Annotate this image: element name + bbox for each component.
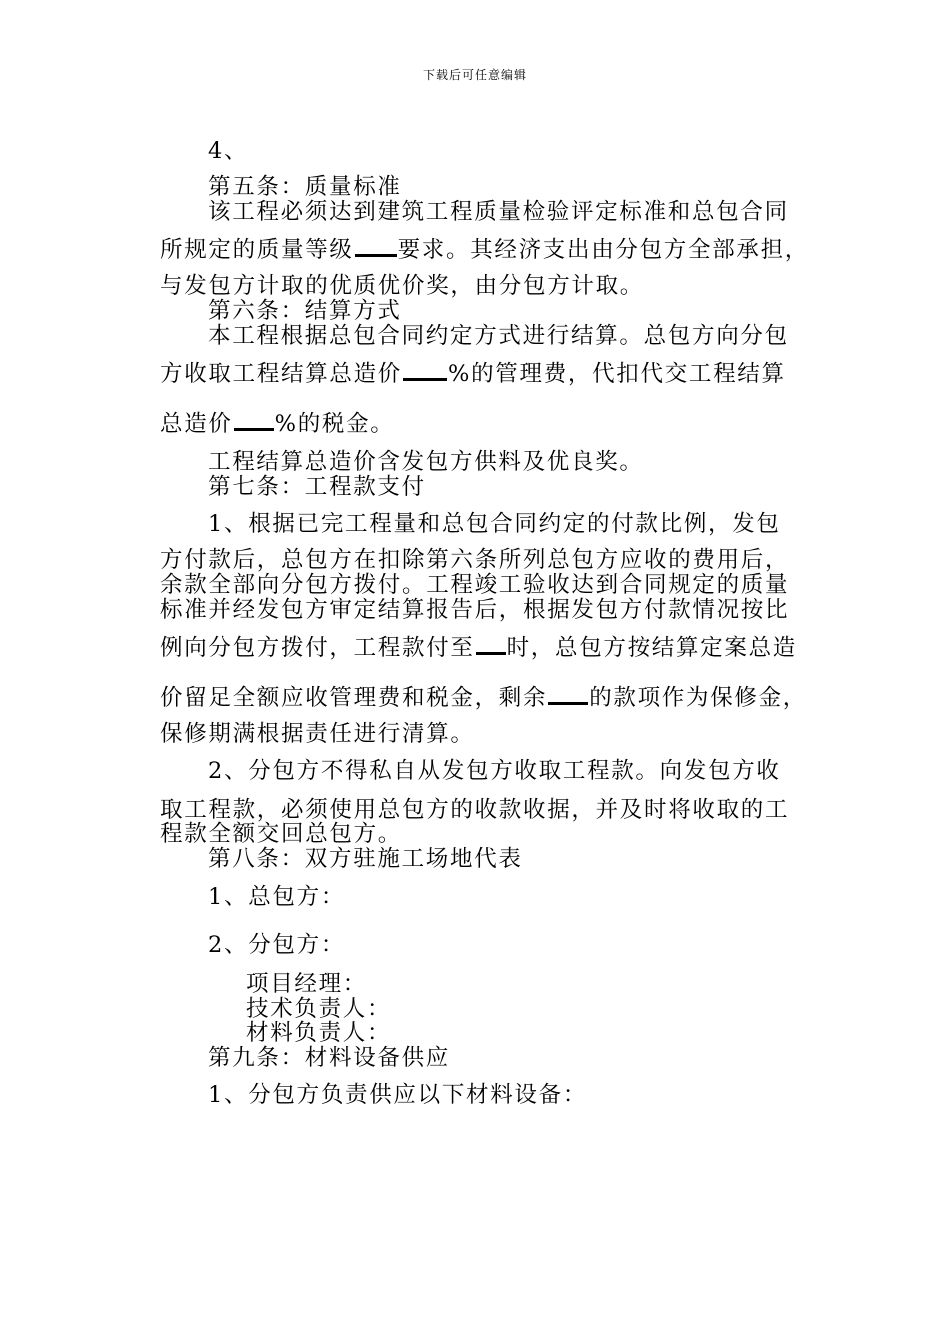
fill-blank [234,410,274,431]
paragraph-line: 与发包方计取的优质优价奖，由分包方计取。 [160,273,645,299]
item-number: 4、 [208,138,249,164]
page-header: 下载后可任意编辑 [422,68,527,82]
paragraph-line: 本工程根据总包合同约定方式进行结算。总包方向分包 [208,323,789,349]
text-span: 所规定的质量等级 [160,237,354,263]
fill-blank [476,634,506,655]
paragraph-line: 2、分包方不得私自从发包方收取工程款。向发包方收 [208,758,781,784]
paragraph-line: 保修期满根据责任进行清算。 [160,721,475,747]
paragraph-line [160,634,797,661]
section-heading-9: 第九条：材料设备供应 [208,1045,451,1071]
text-span: 要求。其经济支出由分包方全部承担， [397,237,810,263]
fill-blank [355,236,397,257]
paragraph-line: 工程结算总造价含发包方供料及优良奖。 [208,449,644,475]
fill-blank [548,684,588,705]
text-span: 时，总包方按结算定案总造 [506,635,798,661]
paragraph-line: 该工程必须达到建筑工程质量检验评定标准和总包合同 [208,199,789,225]
section-heading-8: 第八条：双方驻施工场地代表 [208,846,523,872]
list-item: 1、分包方负责供应以下材料设备： [208,1082,588,1108]
field-label: 材料负责人： [246,1020,392,1046]
section-heading-5: 第五条：质量标准 [208,174,402,200]
text-span: 方收取工程结算总造价 [160,361,403,387]
paragraph-line [160,684,807,711]
section-heading-6: 第六条：结算方式 [208,298,402,324]
text-span: 总造价 [160,411,233,437]
paragraph-line [160,360,786,387]
field-label: 技术负责人： [246,996,392,1022]
list-item: 2、分包方： [208,932,346,958]
text-span: 价留足全额应收管理费和税金，剩余 [160,685,548,711]
paragraph-line: 方付款后，总包方在扣除第六条所列总包方应收的费用后， [160,547,790,573]
text-span: 的款项作为保修金， [589,685,808,711]
text-span: %的管理费，代扣代交工程结算 [448,361,786,387]
paragraph-line: 标准并经发包方审定结算报告后，根据发包方付款情况按比 [160,597,790,623]
paragraph-line [160,410,395,437]
paragraph-line: 取工程款，必须使用总包方的收款收据，并及时将收取的工 [160,797,790,823]
paragraph-line: 程款全额交回总包方。 [160,821,403,847]
text-span: 例向分包方拨付，工程款付至 [160,635,475,661]
section-heading-7: 第七条：工程款支付 [208,474,426,500]
paragraph-line: 1、根据已完工程量和总包合同约定的付款比例，发包 [208,511,781,537]
fill-blank [403,360,447,381]
paragraph-line: 余款全部向分包方拨付。工程竣工验收达到合同规定的质量 [160,572,790,598]
field-label: 项目经理： [246,971,368,997]
paragraph-line [160,236,809,263]
list-item: 1、总包方： [208,884,346,910]
text-span: %的税金。 [274,411,395,437]
